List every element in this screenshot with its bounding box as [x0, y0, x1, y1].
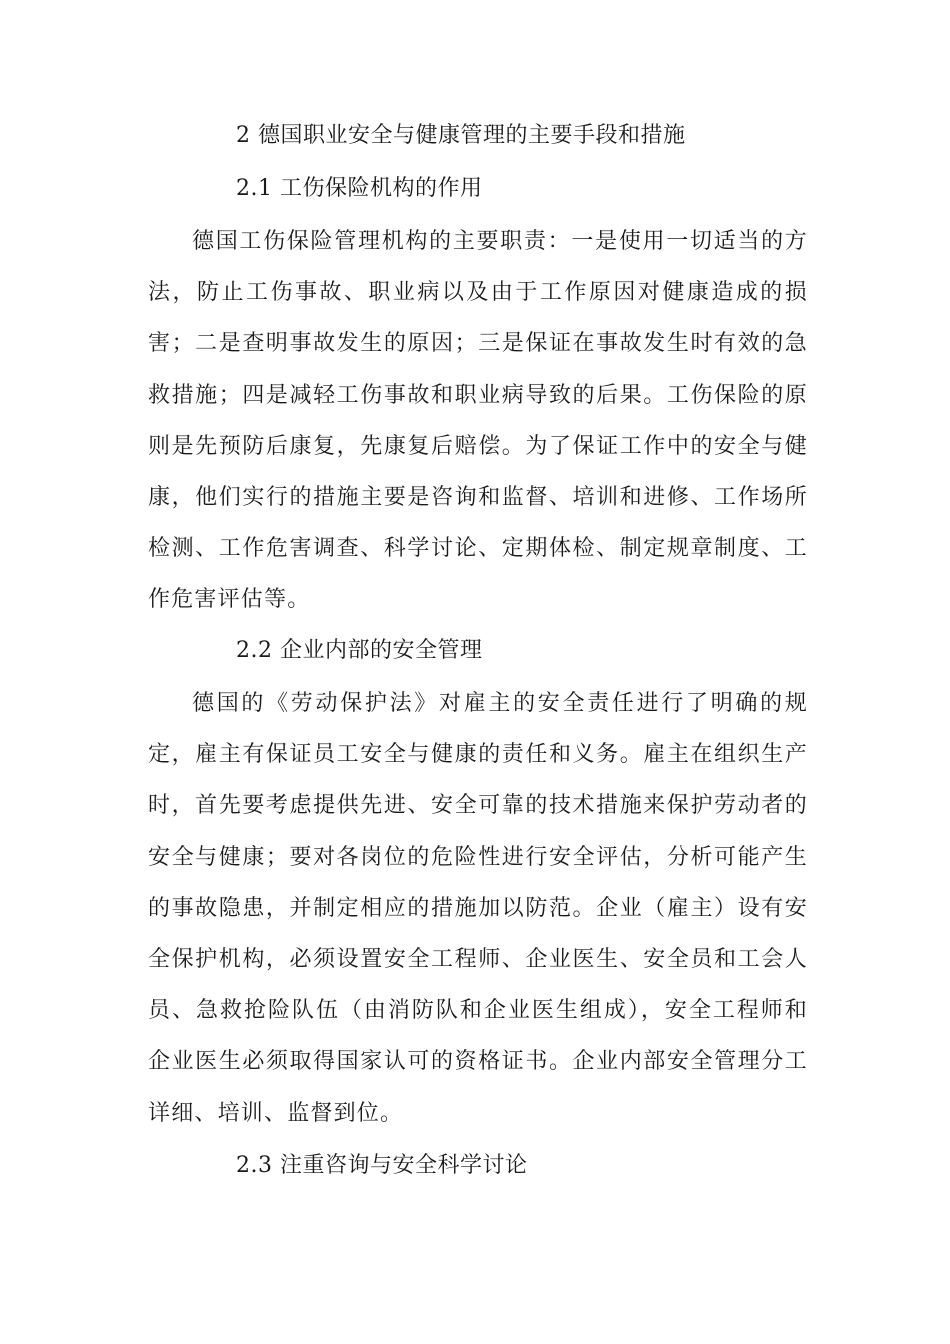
document-title: 2 德国职业安全与健康管理的主要手段和措施 — [236, 123, 686, 148]
section-body-2-1: 德国工伤保险管理机构的主要职责：一是使用一切适当的方法，防止工伤事故、职业病以及由于工作原因对健康造成的损害；二是查明事故发生的原因；三是保证在事故发生时有效的急救措施；四是减轻工伤事故和职业病导致的后果。工伤保险的原则是先预防后康复，先康复后赔偿。为了保证工作中的安全与健康，他们实行的措施主要是咨询和监督、培训和进修、工作场所检测、工作危害调查、科学讨论、定期体检、制定规章制度、工作危害评估等。 — [148, 229, 808, 613]
section-body-2-2: 德国的《劳动保护法》对雇主的安全责任进行了明确的规定，雇主有保证员工安全与健康的责任和义务。雇主在组织生产时，首先要考虑提供先进、安全可靠的技术措施来保护劳动者的安全与健康；要对各岗位的危险性进行安全评估，分析可能产生的事故隐患，并制定相应的措施加以防范。企业（雇主）设有安全保护机构，必须设置安全工程师、企业医生、安全员和工会人员、急救抢险队伍（由消防队和企业医生组成），安全工程师和企业医生必须取得国家认可的资格证书。企业内部安全管理分工详细、培训、监督到位。 — [148, 691, 808, 1126]
section-heading-2-1: 2.1 工伤保险机构的作用 — [236, 176, 483, 201]
section-heading-2-3: 2.3 注重咨询与安全科学讨论 — [236, 1153, 528, 1178]
section-heading-2-2: 2.2 企业内部的安全管理 — [236, 638, 483, 663]
